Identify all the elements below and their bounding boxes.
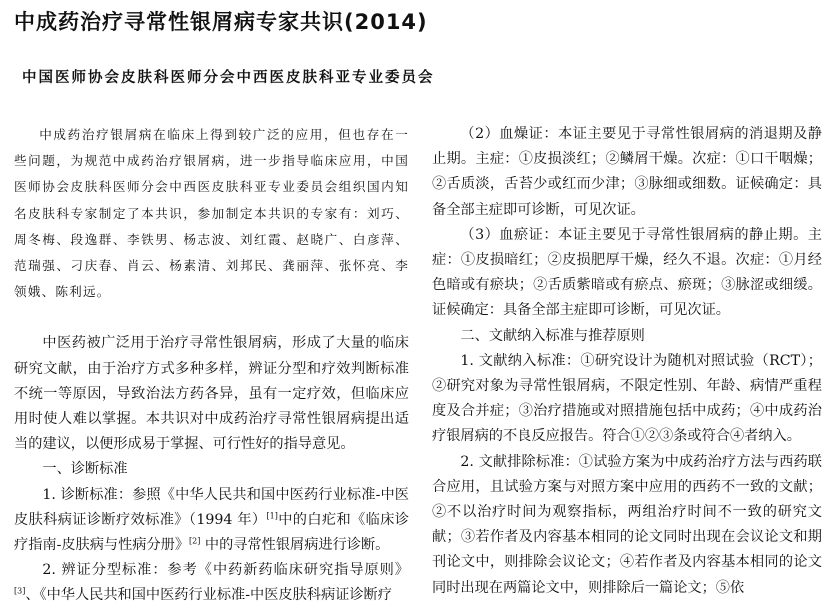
right-column (432, 122, 822, 601)
typing-text-part2: 、《中华人民共和国中医药行业标准-中医皮肤科病证诊断疗 (25, 587, 392, 604)
diagnosis-text-part2: 中的白疕和《临床诊疗指南-皮肤病与性病分册》 (14, 511, 409, 554)
blood-stasis-syndrome-paragraph: （3）血瘀证：本证主要见于寻常性银屑病的静止期。主症：①皮损暗红；②皮损肥厚干燥，经久不退。次症：①月经色暗或有瘀块；②舌质紫暗或有瘀点、瘀斑；③脉涩或细缓。证候确定：具备全部主症即可诊断，可见次证。 (432, 226, 822, 319)
section-heading-diagnosis: 一、诊断标准 (42, 461, 128, 478)
article-title: 中成药治疗寻常性银屑病专家共识(2014) (14, 10, 428, 34)
intro-paragraph: 中医药被广泛用于治疗寻常性银屑病，形成了大量的临床研究文献，由于治疗方式多种多样，辨证分型和疗效判断标准不统一等原因，导致治法方药各异，虽有一定疗效，但临床应用时使人难以掌握。本共识对中成药治疗寻常性银屑病提出适当的建议，以便形成易于掌握、可行性好的指导意见。 (14, 335, 409, 453)
syndrome-typing-paragraph (14, 558, 409, 608)
reference-marker-2[interactable]: [2] (189, 536, 201, 546)
abstract-paragraph: 中成药治疗银屑病在临床上得到较广泛的应用，但也存在一些问题，为规范中成药治疗银屑病，进一步指导临床应用，中国医师协会皮肤科医师分会中西医皮肤科亚专业委员会组织国内知名皮肤科专家制定了本共识，参加制定本共识的专家有：刘巧、周冬梅、段逸群、李铁男、杨志波、刘红霞、赵晓广、白彦萍、范瑞强、刁庆春、肖云、杨素清、刘邦民、龚丽萍、张怀亮、李领娥、陈利远。 (14, 127, 409, 300)
blood-dryness-syndrome-paragraph: （2）血燥证：本证主要见于寻常性银屑病的消退期及静止期。主症：①皮损淡红；②鳞屑干燥。次症：①口干咽燥；②舌质淡，舌苔少或红而少津；③脉细或细数。证候确定：具备全部主症即可诊断，可见次证。 (432, 126, 822, 218)
left-column (14, 122, 409, 609)
reference-marker-1[interactable]: [1] (266, 511, 278, 521)
section-heading-literature: 二、文献纳入标准与推荐原则 (460, 327, 645, 344)
author-organization: 中国医师协会皮肤科医师分会中西医皮肤科亚专业委员会 (22, 70, 435, 86)
inclusion-criteria-paragraph: 1. 文献纳入标准：①研究设计为随机对照试验（RCT）；②研究对象为寻常性银屑病，不限定性别、年龄、病情严重程度及合并症；③治疗措施或对照措施包括中成药；④中成药治疗银屑病的不良反应报告。符合①②③条或符合④者纳入。 (432, 352, 822, 445)
typing-text-part1: 2. 辨证分型标准：参考《中药新药临床研究指导原则》 (42, 562, 409, 579)
exclusion-criteria-paragraph: 2. 文献排除标准：①试验方案为中成药治疗方法与西药联合应用，且试验方案与对照方案中应用的西药不一致的文献；②不以治疗时间为观察指标，两组治疗时间不一致的研究文献；③若作者及内容基本相同的论文同时出现在会议论文和期刊论文中，则排除会议论文；④若作者及内容基本相同的论文同时出现在两篇论文中，则排除后一篇论文；⑤依 (432, 453, 822, 596)
diagnosis-text-part3: 中的寻常性银屑病进行诊断。 (200, 537, 390, 554)
diagnosis-criteria-paragraph (14, 483, 409, 559)
reference-marker-3[interactable]: [3] (14, 586, 26, 596)
diagnosis-text-part1: 1. 诊断标准：参照《中华人民共和国中医药行业标准-中医皮肤科病证诊断疗效标准》（1994 年） (14, 486, 409, 528)
